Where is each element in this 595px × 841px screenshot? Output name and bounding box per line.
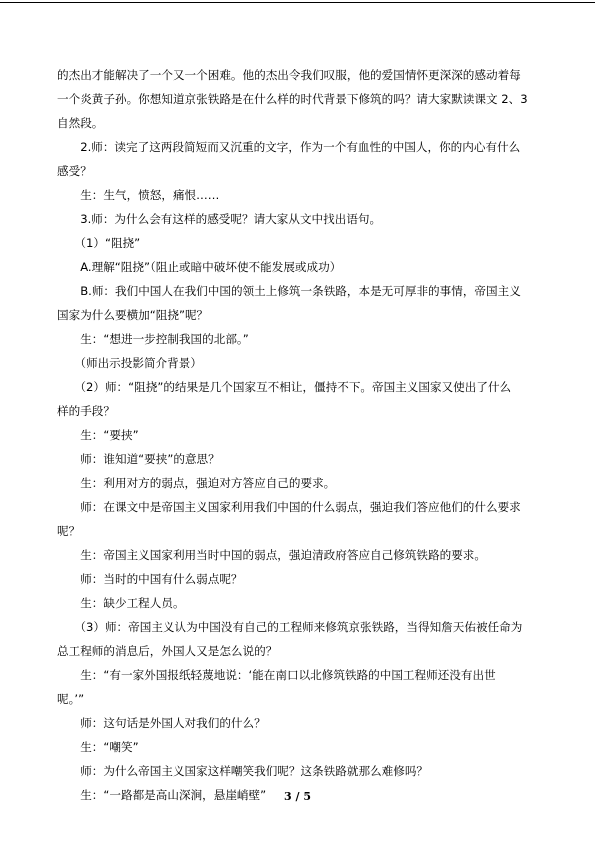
text-line: 生：“有一家外国报纸轻蔑地说：‘能在南口以北修筑铁路的中国工程师还没有出世 bbox=[57, 668, 496, 682]
text-line: B.师：我们中国人在我们中国的领土上修筑一条铁路，本是无可厚非的事情，帝国主义 bbox=[57, 284, 521, 298]
text-line: 呢。’” bbox=[57, 692, 85, 706]
text-line: （师出示投影简介背景） bbox=[57, 356, 202, 370]
text-line: 生：生气，愤怒，痛恨…… bbox=[57, 188, 220, 202]
text-line: 生：“嘲笑” bbox=[57, 740, 139, 754]
text-line: 师：谁知道“要挟”的意思？ bbox=[57, 452, 220, 466]
text-line: 师：当时的中国有什么弱点呢？ bbox=[57, 572, 243, 586]
page-top-rule bbox=[0, 2, 595, 3]
page-number: 3 / 5 bbox=[284, 790, 311, 803]
text-line: 呢？ bbox=[57, 524, 81, 538]
text-line: A.理解“阻挠”（阻止或暗中破坏使不能发展或成功） bbox=[57, 260, 342, 274]
text-line: 师：为什么帝国主义国家这样嘲笑我们呢？这条铁路就那么难修吗？ bbox=[57, 764, 429, 778]
text-line: 3.师：为什么会有这样的感受呢？请大家从文中找出语句。 bbox=[57, 212, 382, 226]
text-line: 师：在课文中是帝国主义国家利用我们中国的什么弱点，强迫我们答应他们的什么要求 bbox=[57, 500, 521, 514]
text-line: 感受？ bbox=[57, 164, 92, 178]
text-line: 2.师：读完了这两段简短而又沉重的文字，作为一个有血性的中国人，你的内心有什么 bbox=[57, 140, 521, 154]
text-line: （1）“阻挠” bbox=[57, 236, 141, 250]
text-line: 一个炎黄子孙。你想知道京张铁路是在什么样的时代背景下修筑的吗？请大家默读课文 2、3 bbox=[57, 92, 528, 106]
text-line: 生：“想进一步控制我国的北部。” bbox=[57, 332, 249, 346]
text-line: 生：“一路都是高山深涧，悬崖峭壁” bbox=[57, 788, 267, 802]
text-line: 的杰出才能解决了一个又一个困难。他的杰出令我们叹服，他的爱国情怀更深深的感动着每 bbox=[57, 68, 521, 82]
text-line: 生：帝国主义国家利用当时中国的弱点，强迫清政府答应自己修筑铁路的要求。 bbox=[57, 548, 486, 562]
text-line: 生：缺少工程人员。 bbox=[57, 596, 185, 610]
text-line: 样的手段？ bbox=[57, 404, 115, 418]
text-line: 国家为什么要横加“阻挠”呢？ bbox=[57, 308, 209, 322]
text-line: 生：利用对方的弱点，强迫对方答应自己的要求。 bbox=[57, 476, 336, 490]
text-line: 自然段。 bbox=[57, 116, 104, 130]
text-line: （2）师：“阻挠”的结果是几个国家互不相让，僵持不下。帝国主义国家又使出了什么 bbox=[57, 380, 512, 394]
document-body bbox=[57, 68, 547, 803]
text-line: 生：“要挟” bbox=[57, 428, 139, 442]
text-line: （3）师：帝国主义认为中国没有自己的工程师来修筑京张铁路，当得知詹天佑被任命为 bbox=[57, 620, 523, 634]
text-line: 师：这句话是外国人对我们的什么？ bbox=[57, 716, 266, 730]
text-line: 总工程师的消息后，外国人又是怎么说的？ bbox=[57, 644, 278, 658]
